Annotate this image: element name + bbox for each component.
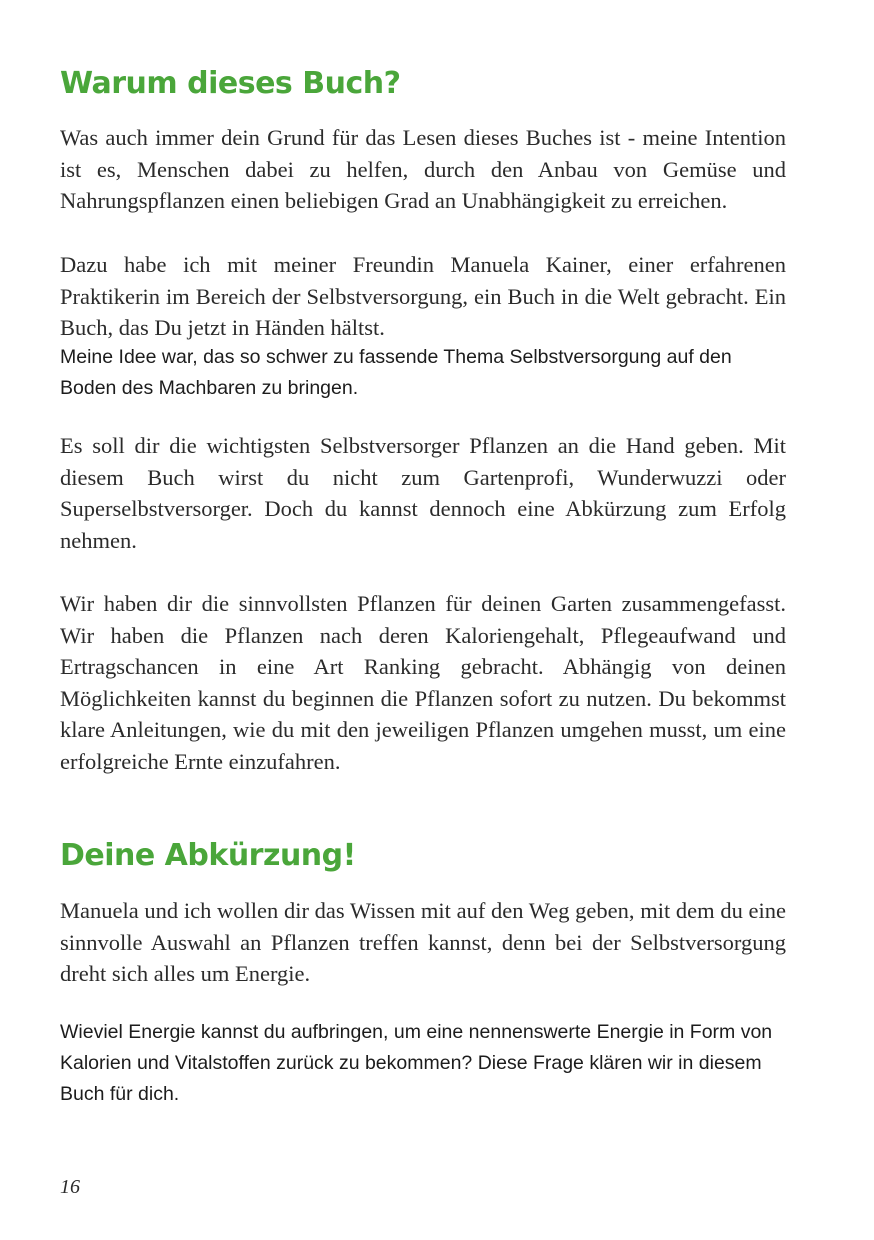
page-number: 16 bbox=[60, 1176, 80, 1198]
paragraph-pflanzen-an-die-hand: Es soll dir die wichtigsten Selbstversorger Pflanzen an die Hand geben. Mit diesem Buch wirst du nicht zum Gartenprofi, Wunderwuzzi oder Superselbstversorger. Doch du kannst dennoch eine Abkürzung zum Erfolg nehmen. bbox=[60, 433, 786, 553]
heading-warum-dieses-buch: Warum dieses Buch? bbox=[60, 66, 401, 101]
paragraph-wissen: Manuela und ich wollen dir das Wissen mit auf den Weg geben, mit dem du eine sinnvolle Auswahl an Pflanzen treffen kannst, denn bei der Selbstversorgung dreht sich alles um Energie. bbox=[60, 898, 786, 986]
paragraph-intention: Was auch immer dein Grund für das Lesen dieses Buches ist - meine Intention ist es, Menschen dabei zu helfen, durch den Anbau von Gemüse und Nahrungspflanzen einen beliebigen Grad an Unabhängigkeit zu erreichen. bbox=[60, 125, 786, 213]
paragraph-energie-frage: Wieviel Energie kannst du aufbringen, um eine nennenswerte Energie in Form von Kalorien und Vitalstoffen zurück zu bekommen? Diese Frage klären wir in diesem Buch für dich. bbox=[60, 1021, 773, 1105]
paragraph-idee: Meine Idee war, das so schwer zu fassende Thema Selbstversorgung auf den Boden des Machbaren zu bringen. bbox=[60, 346, 732, 399]
paragraph-ranking: Wir haben dir die sinnvollsten Pflanzen für deinen Garten zusammengefasst. Wir haben die Pflanzen nach deren Kaloriengehalt, Pflegeaufwand und Ertragschancen in eine Art Ranking gebracht. Abhängig von deinen Möglichkeiten kannst du beginnen die Pflanzen sofort zu nutzen. Du bekommst klare Anleitungen, wie du mit den jeweiligen Pflanzen umgehen musst, um eine erfolgreiche Ernte einzufahren. bbox=[60, 591, 786, 774]
paragraph-manuela: Dazu habe ich mit meiner Freundin Manuela Kainer, einer erfahrenen Praktikerin im Bereich der Selbstversorgung, ein Buch in die Welt gebracht. Ein Buch, das Du jetzt in Händen hältst. bbox=[60, 252, 786, 340]
heading-deine-abkuerzung: Deine Abkürzung! bbox=[60, 838, 356, 873]
